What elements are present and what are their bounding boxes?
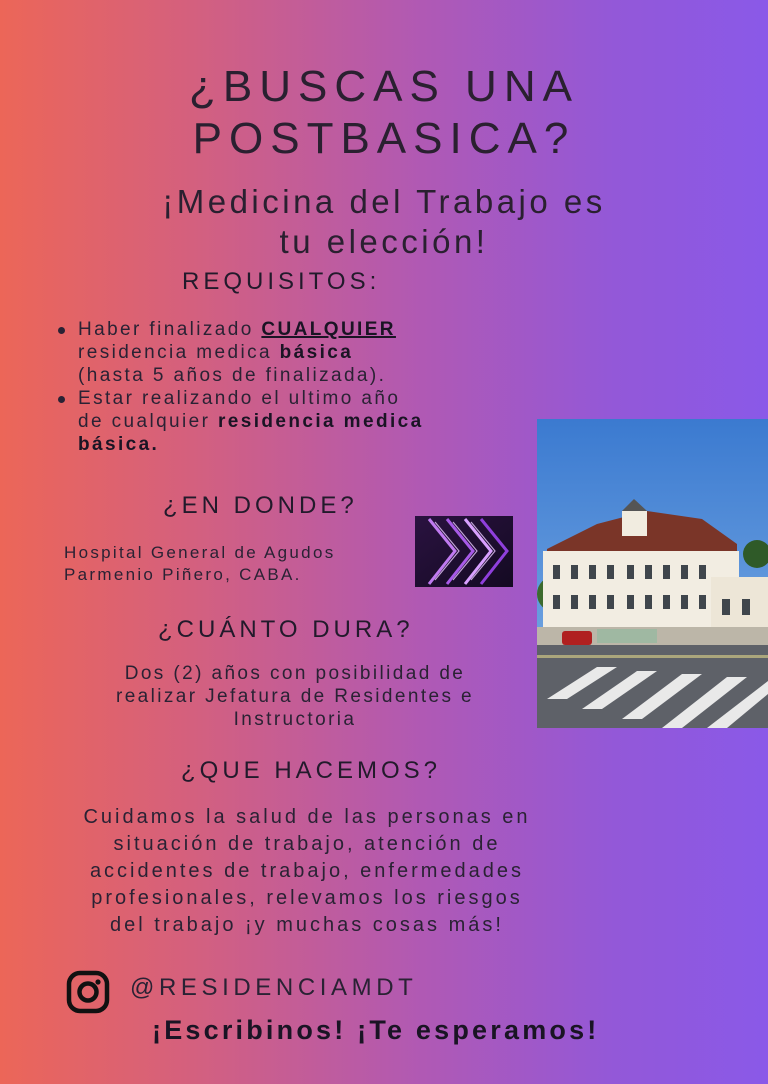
- dura-line-3: Instructoria: [233, 709, 357, 730]
- hacemos-line-1: Cuidamos la salud de las personas en: [83, 806, 531, 828]
- subtitle-line-1: ¡Medicina del Trabajo es: [162, 183, 606, 220]
- hacemos-line-5: del trabajo ¡y muchas cosas más!: [110, 914, 504, 936]
- emphasis-basica: básica: [279, 342, 354, 363]
- hospital-photo: [537, 419, 768, 728]
- hacemos-line-2: situación de trabajo, atención de: [113, 833, 501, 855]
- instagram-handle[interactable]: @RESIDENCIAMDT: [130, 974, 418, 1001]
- emphasis-cualquier: CUALQUIER: [261, 319, 396, 340]
- donde-line-2: Parmenio Piñero, CABA.: [64, 565, 302, 584]
- donde-heading: ¿EN DONDE?: [163, 492, 358, 519]
- instagram-icon[interactable]: [66, 970, 110, 1014]
- chevrons-graphic: [415, 516, 513, 587]
- requisitos-list: [58, 318, 528, 456]
- emphasis-residencia: residencia medica: [218, 411, 424, 432]
- dura-heading: ¿CUÁNTO DURA?: [158, 616, 414, 643]
- requisito-item-1: Haber finalizado CUALQUIER residencia medica básica (hasta 5 años de finalizada).: [58, 318, 528, 387]
- dura-text: [40, 662, 550, 731]
- requisito-item-2: Estar realizando el ultimo año de cualquier residencia medica básica.: [58, 387, 528, 456]
- hacemos-heading: ¿QUE HACEMOS?: [181, 757, 442, 784]
- donde-text: [64, 542, 336, 586]
- donde-line-1: Hospital General de Agudos: [64, 543, 336, 562]
- emphasis-basica-2: básica.: [78, 434, 160, 455]
- subtitle-line-2: tu elección!: [279, 223, 489, 260]
- dura-line-1: Dos (2) años con posibilidad de: [124, 663, 466, 684]
- dura-line-2: realizar Jefatura de Residentes e: [115, 686, 475, 707]
- hacemos-line-4: profesionales, relevamos los riesgos: [91, 887, 523, 909]
- hacemos-line-3: accidentes de trabajo, enfermedades: [89, 860, 525, 882]
- title-line-1: ¿BUSCAS UNA: [189, 62, 579, 111]
- requisitos-heading: REQUISITOS:: [182, 268, 381, 295]
- hacemos-text: [0, 804, 614, 939]
- title-line-2: POSTBASICA?: [192, 114, 576, 163]
- cta-text: ¡Escribinos! ¡Te esperamos!: [152, 1015, 600, 1045]
